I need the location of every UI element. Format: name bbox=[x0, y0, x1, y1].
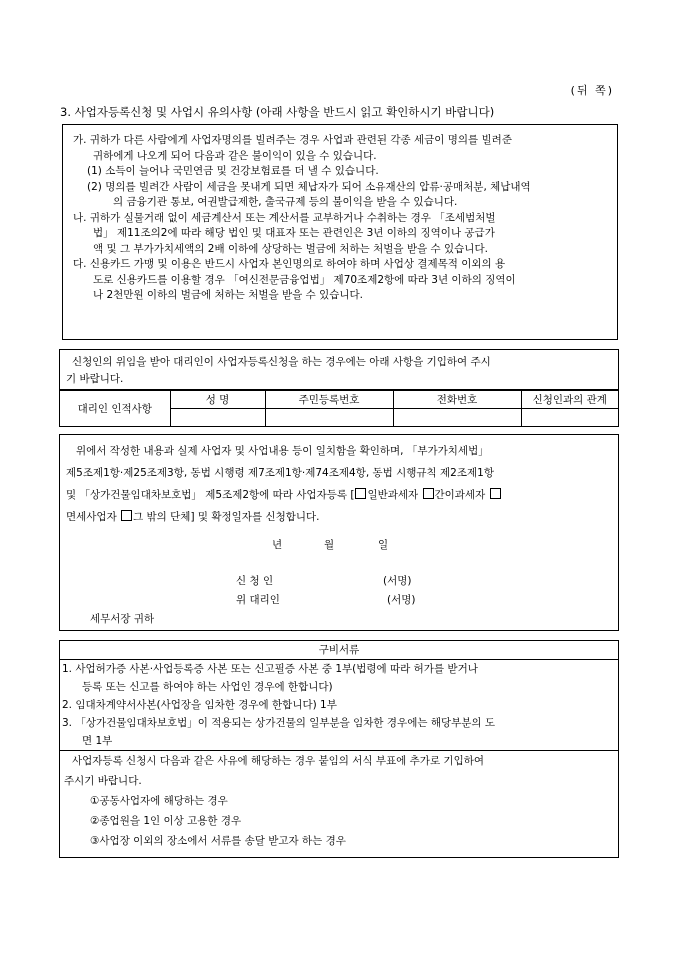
other-organization-checkbox[interactable] bbox=[121, 510, 132, 521]
simplified-taxpayer-checkbox[interactable] bbox=[423, 488, 434, 499]
notice-line: 도로 신용카드를 이용할 경우 「여신전문금융업법」 제70조제2항에 따라 3년 이하의 징역이 bbox=[93, 273, 516, 286]
agent-row-label: 대리인 인적사항 bbox=[60, 391, 170, 427]
date-year-label: 년 bbox=[272, 539, 283, 551]
agent-col-id-number: 주민등록번호 bbox=[265, 391, 393, 409]
tax-exempt-checkbox[interactable] bbox=[490, 488, 501, 499]
notice-line: 귀하에게 나오게 되어 다음과 같은 불이익이 있을 수 있습니다. bbox=[93, 149, 377, 162]
notice-line: 가. 귀하가 다른 사람에게 사업자명의를 빌려주는 경우 사업과 관련된 각종 세금이 명의를 빌려준 bbox=[73, 134, 512, 146]
document-item: 3. 「상가건물임대차보호법」이 적용되는 상가건물의 일부분을 임차한 경우에는 해당부분의 도 bbox=[62, 717, 496, 729]
agent-col-name: 성 명 bbox=[170, 391, 265, 409]
general-taxpayer-label: 일반과세자 bbox=[367, 489, 419, 501]
document-item: 1. 사업허가증 사본·사업등록증 사본 또는 신고필증 사본 중 1부(법령에 따라 허가를 받거나 bbox=[62, 663, 478, 675]
agent-phone-field[interactable] bbox=[393, 409, 521, 427]
simplified-taxpayer-label: 간이과세자 bbox=[434, 489, 486, 501]
general-taxpayer-checkbox[interactable] bbox=[355, 488, 366, 499]
required-documents bbox=[59, 640, 619, 858]
notice-line: 나. 귀하가 실물거래 없이 세금계산서 또는 계산서를 교부하거나 수취하는 경우 「조세범처벌 bbox=[73, 211, 496, 224]
agent-intro-line: 기 바랍니다. bbox=[66, 373, 124, 385]
addressee: 세무서장 귀하 bbox=[90, 613, 155, 625]
applicant-signature[interactable]: (서명) bbox=[383, 575, 412, 587]
notice-box bbox=[62, 124, 618, 340]
tax-exempt-label: 면세사업자 bbox=[66, 511, 117, 523]
notice-line: (1) 소득이 늘어나 국민연금 및 건강보험료를 더 낼 수 있습니다. bbox=[87, 165, 379, 177]
confirm-line-options bbox=[66, 506, 612, 528]
notice-line: 액 및 그 부가가치세액의 2배 이하에 상당하는 벌금에 처하는 처벌을 받을 수 있습니다. bbox=[93, 242, 488, 255]
applicant-label: 신 청 인 bbox=[236, 575, 274, 587]
agent-col-phone: 전화번호 bbox=[393, 391, 521, 409]
extra-line: 주시기 바랍니다. bbox=[64, 775, 142, 787]
extra-case: ①공동사업자에 해당하는 경우 bbox=[90, 795, 228, 807]
notice-line: 법」 제11조의2에 따라 해당 법인 및 대표자 또는 관련인은 3년 이하의 징역이나 공급가 bbox=[93, 227, 495, 239]
agent-intro-line: 신청인의 위임을 받아 대리인이 사업자등록신청을 하는 경우에는 아래 사항을 기입하여 주시 bbox=[72, 356, 491, 368]
notice-line: 의 금융기관 통보, 여권발급제한, 출국규제 등의 불이익을 받을 수 있습니다. bbox=[113, 196, 458, 208]
confirm-line-text: ] 및 확정일자를 신청합니다. bbox=[190, 511, 320, 523]
extra-line: 사업자등록 신청시 다음과 같은 사유에 해당하는 경우 붙임의 서식 부표에 추가로 기입하여 bbox=[72, 755, 485, 767]
other-organization-label: 그 밖의 단체 bbox=[133, 511, 191, 523]
document-item: 2. 임대차계약서사본(사업장을 임차한 경우에 한합니다) 1부 bbox=[62, 699, 337, 711]
extra-case: ③사업장 이외의 장소에서 서류를 송달 받고자 하는 경우 bbox=[90, 835, 346, 847]
confirm-line-text: 및 「상가건물임대차보호법」 제5조제2항에 따라 사업자등록 [ bbox=[66, 489, 355, 501]
date-month-label: 월 bbox=[324, 539, 335, 551]
document-item: 면 1부 bbox=[82, 735, 113, 747]
notice-line: 나 2천만원 이하의 벌금에 처하는 처벌을 받을 수 있습니다. bbox=[93, 289, 364, 301]
agent-relation-field[interactable] bbox=[521, 409, 618, 427]
agent-section bbox=[59, 349, 619, 427]
agent-intro bbox=[60, 350, 618, 390]
documents-title: 구비서류 bbox=[60, 641, 618, 660]
page-side-label: (뒤 쪽) bbox=[570, 84, 614, 97]
notice-line: (2) 명의를 빌려간 사람이 세금을 못내게 되면 체납자가 되어 소유재산의 압류·공매처분, 체납내역 bbox=[87, 180, 531, 193]
agent-signature[interactable]: (서명) bbox=[387, 594, 416, 606]
notice-line: 다. 신용카드 가맹 및 이용은 반드시 사업자 본인명의로 하여야 하며 사업상 결제목적 이외의 용 bbox=[73, 258, 506, 270]
confirm-line: 제5조제1항·제25조제3항, 동법 시행령 제7조제1항·제74조제4항, 동법 시행규칙 제2조제1항 bbox=[66, 467, 494, 479]
extra-case: ②종업원을 1인 이상 고용한 경우 bbox=[90, 815, 242, 827]
confirm-line-options bbox=[66, 484, 612, 506]
agent-col-relation: 신청인과의 관계 bbox=[521, 391, 618, 409]
confirm-line: 위에서 작성한 내용과 실제 사업자 및 사업내용 등이 일치함을 확인하며, 「부가가치세법」 bbox=[76, 445, 489, 457]
date-day-label: 일 bbox=[378, 539, 389, 551]
agent-label: 위 대리인 bbox=[236, 594, 280, 606]
document-item: 등록 또는 신고를 하여야 하는 사업인 경우에 한합니다) bbox=[82, 681, 333, 693]
confirmation-box bbox=[59, 434, 619, 631]
agent-id-number-field[interactable] bbox=[265, 409, 393, 427]
agent-name-field[interactable] bbox=[170, 409, 265, 427]
section-title: 3. 사업자등록신청 및 사업시 유의사항 (아래 사항을 반드시 읽고 확인하시기 바랍니다) bbox=[60, 105, 495, 119]
agent-info-table bbox=[60, 390, 618, 427]
